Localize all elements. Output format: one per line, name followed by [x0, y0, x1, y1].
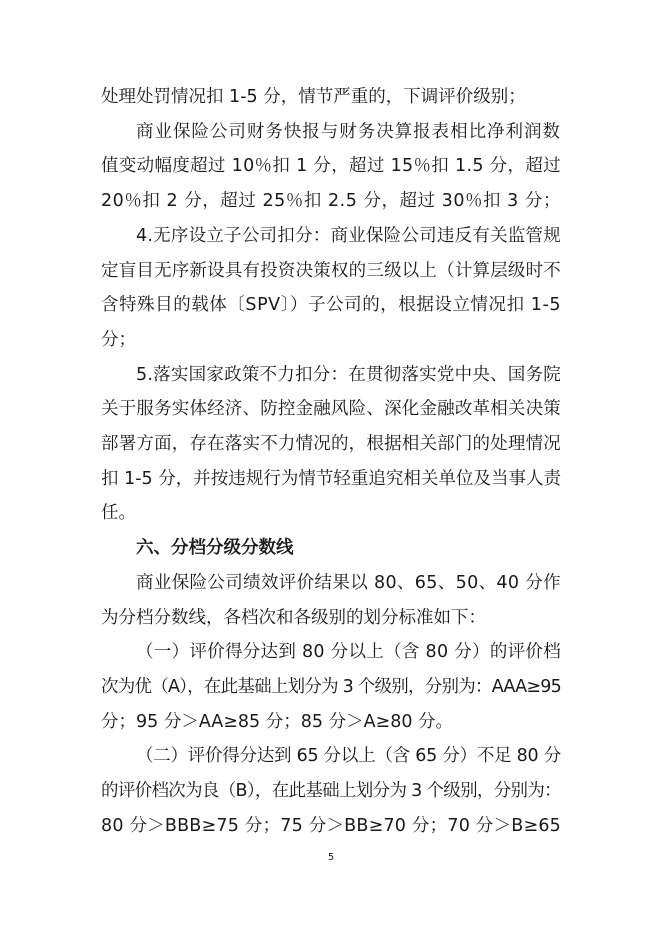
text-line: 20％扣 2 分，超过 25％扣 2.5 分，超过 30％扣 3 分；	[101, 191, 561, 212]
text-line: 扣 1-5 分，并按违规行为情节轻重追究相关单位及当事人责	[101, 468, 561, 489]
text-line: （二）评价得分达到 65 分以上（含 65 分）不足 80 分	[136, 746, 561, 767]
text-line: 部署方面，存在落实不力情况的，根据相关部门的处理情况	[101, 434, 561, 454]
text-line: 值变动幅度超过 10％扣 1 分，超过 15％扣 1.5 分，超过	[101, 156, 561, 177]
text-line: 的评价档次为良（B），在此基础上划分为 3 个级别，分别为：	[101, 781, 561, 801]
text-line: 任。	[101, 503, 136, 524]
text-line: 为分档分数线，各档次和各级别的划分标准如下：	[101, 607, 486, 628]
text-line: 商业保险公司财务快报与财务决算报表相比净利润数	[136, 121, 561, 142]
text-line: 5.落实国家政策不力扣分：在贯彻落实党中央、国务院	[136, 364, 561, 385]
text-line: 分；	[101, 329, 136, 350]
text-line: 含特殊目的载体〔SPV〕）子公司的，根据设立情况扣 1-5	[101, 295, 562, 316]
text-line: 4.无序设立子公司扣分：商业保险公司违反有关监管规	[136, 225, 561, 246]
section-heading: 六、分档分级分数线	[136, 538, 294, 559]
page-number: 5	[327, 852, 335, 863]
text-line: 关于服务实体经济、防控金融风险、深化金融改革相关决策	[101, 399, 561, 420]
text-line: 处理处罚情况扣 1-5 分，情节严重的，下调评价级别；	[101, 87, 526, 107]
text-line: 商业保险公司绩效评价结果以 80、65、50、40 分作	[136, 572, 561, 593]
text-line: 分；95 分＞AA≥85 分；85 分＞A≥80 分。	[101, 711, 454, 732]
text-line: 80 分＞BBB≥75 分；75 分＞BB≥70 分；70 分＞B≥65	[101, 815, 562, 836]
text-line: （一）评价得分达到 80 分以上（含 80 分）的评价档	[136, 642, 561, 663]
text-line: 次为优（A），在此基础上划分为 3 个级别，分别为：AAA≥95	[101, 676, 561, 697]
text-line: 定盲目无序新设具有投资决策权的三级以上（计算层级时不	[101, 260, 561, 281]
